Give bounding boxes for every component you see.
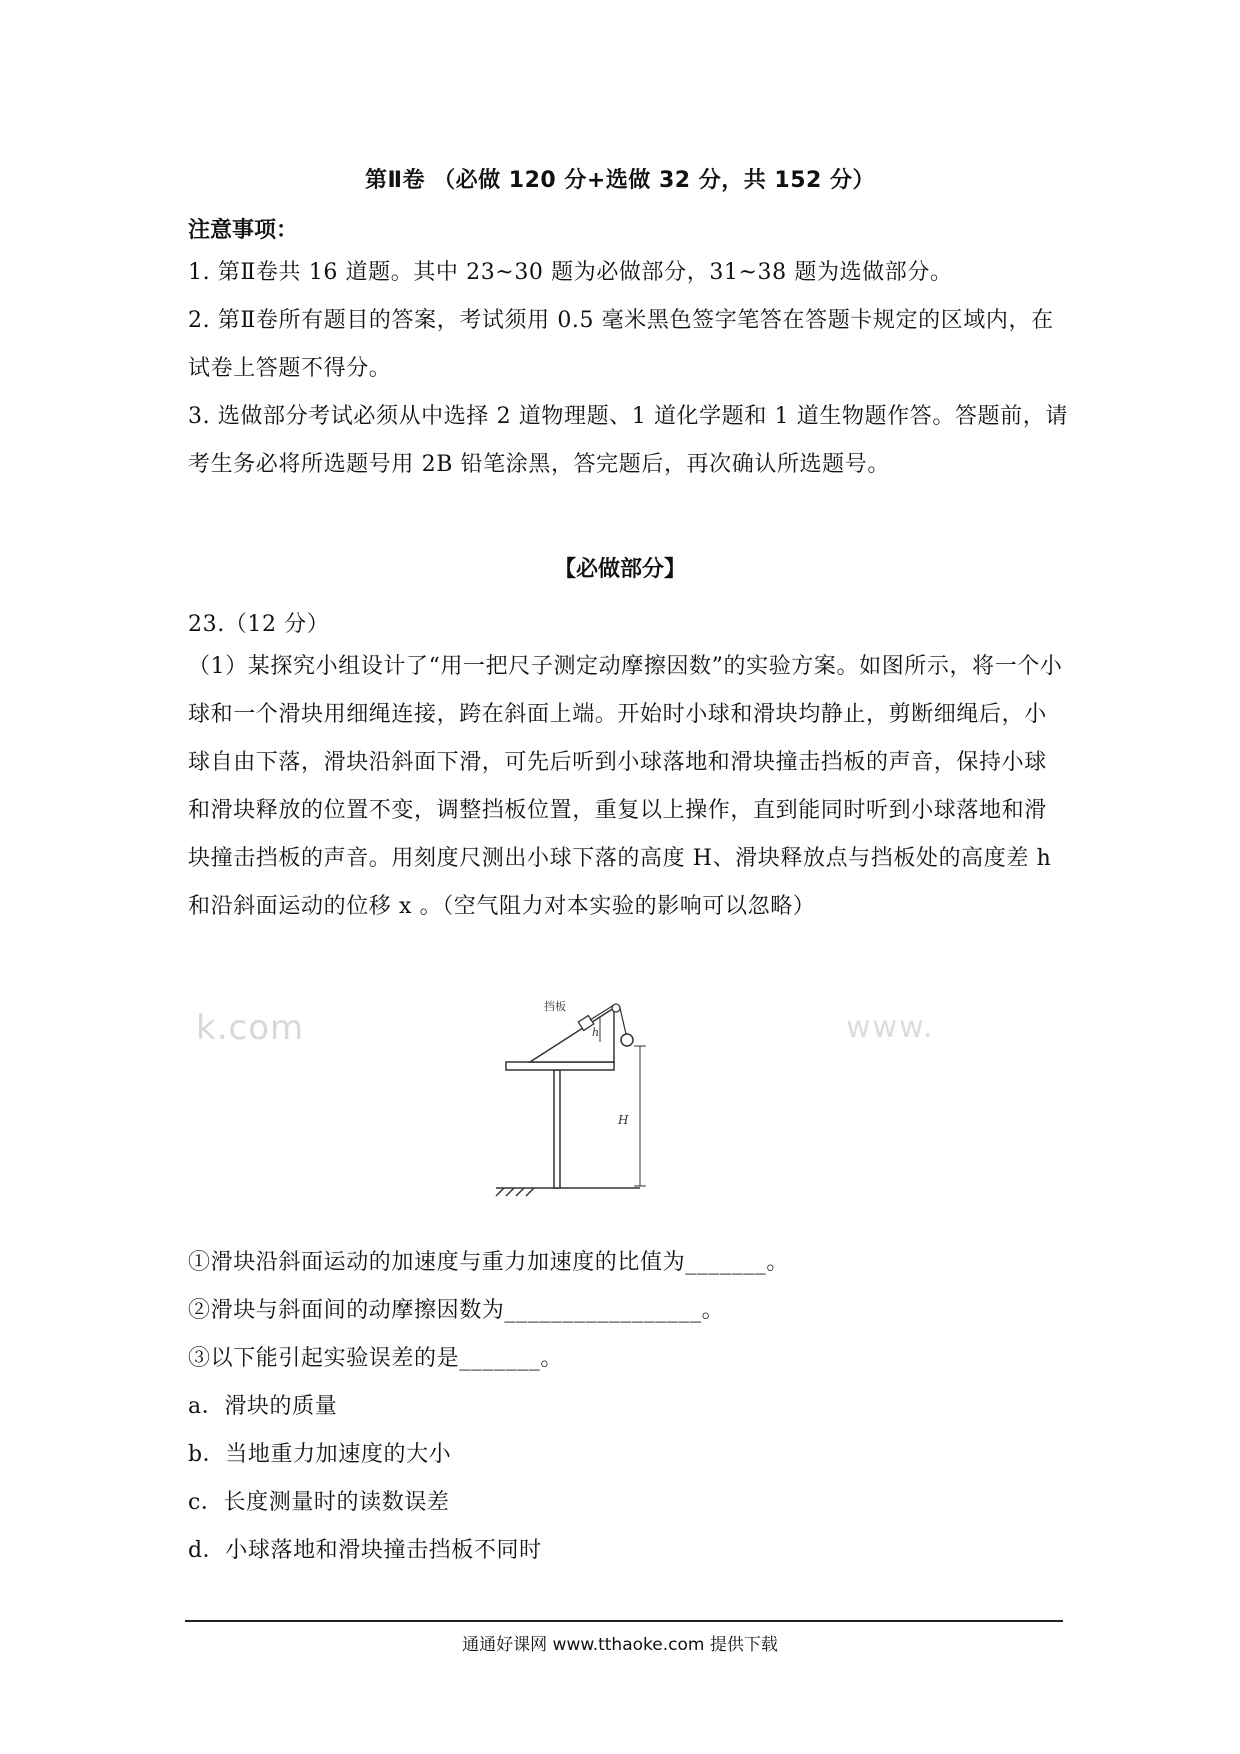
notes-heading: 注意事项： (188, 218, 299, 243)
question-number: 23.（12 分） (188, 612, 330, 637)
table-leg (554, 1070, 560, 1188)
subquestion-3: ③以下能引起实验误差的是_______。 (188, 1346, 564, 1371)
section-heading: 【必做部分】 (553, 557, 686, 582)
footer-divider (185, 1620, 1063, 1622)
note-item-3: 3. 选做部分考试必须从中选择 2 道物理题、1 道化学题和 1 道生物题作答。答题前，请考生务必将所选题号用 2B 铅笔涂黑，答完题后，再次确认所选题号。 (188, 404, 1068, 477)
ground (496, 1188, 640, 1196)
H-label: H (618, 1113, 629, 1127)
option-b: b．当地重力加速度的大小 (188, 1442, 452, 1467)
watermark-right: www. (846, 1010, 935, 1045)
incline (530, 1008, 614, 1062)
incline-apparatus-diagram (490, 980, 670, 1200)
footer-text: 通通好课网 www.tthaoke.com 提供下载 (462, 1635, 778, 1655)
option-a: a．滑块的质量 (188, 1394, 338, 1419)
note-item-2: 2. 第Ⅱ卷所有题目的答案，考试须用 0.5 毫米黑色签字笔答在答题卡规定的区域内，在试卷上答题不得分。 (188, 308, 1054, 381)
rope-vertical (620, 1008, 626, 1034)
option-d: d．小球落地和滑块撞击挡板不同时 (188, 1538, 542, 1563)
question-stem: （1）某探究小组设计了“用一把尺子测定动摩擦因数”的实验方案。如图所示，将一个小球和一个滑块用细绳连接，跨在斜面上端。开始时小球和滑块均静止，剪断细绳后，小球自由下落，滑块沿斜面下滑，可先后听到小球落地和滑块撞击挡板的声音，保持小球和滑块释放的位置不变，调整挡板位置，重复以上操作，直到能同时听到小球落地和滑块撞击挡板的声音。用刻度尺测出小球下落的高度 H、滑块释放点与挡板处的高度差 h 和沿斜面运动的位移 x 。（空气阻力对本实验的影响可以忽略） (188, 654, 1063, 919)
page-title: 第Ⅱ卷 （必做 120 分+选做 32 分，共 152 分） (364, 168, 875, 193)
subquestion-2: ②滑块与斜面间的动摩擦因数为_________________。 (188, 1298, 725, 1323)
subquestion-1: ①滑块沿斜面运动的加速度与重力加速度的比值为_______。 (188, 1250, 790, 1275)
h-label: h (592, 1026, 600, 1039)
watermark-left: k.com (196, 1008, 305, 1048)
option-c: c．长度测量时的读数误差 (188, 1490, 450, 1515)
table-top (506, 1062, 614, 1070)
board-label: 挡板 (544, 1000, 566, 1013)
ball (621, 1034, 633, 1046)
note-item-1: 1. 第Ⅱ卷共 16 道题。其中 23~30 题为必做部分，31~38 题为选做部分。 (188, 260, 953, 285)
